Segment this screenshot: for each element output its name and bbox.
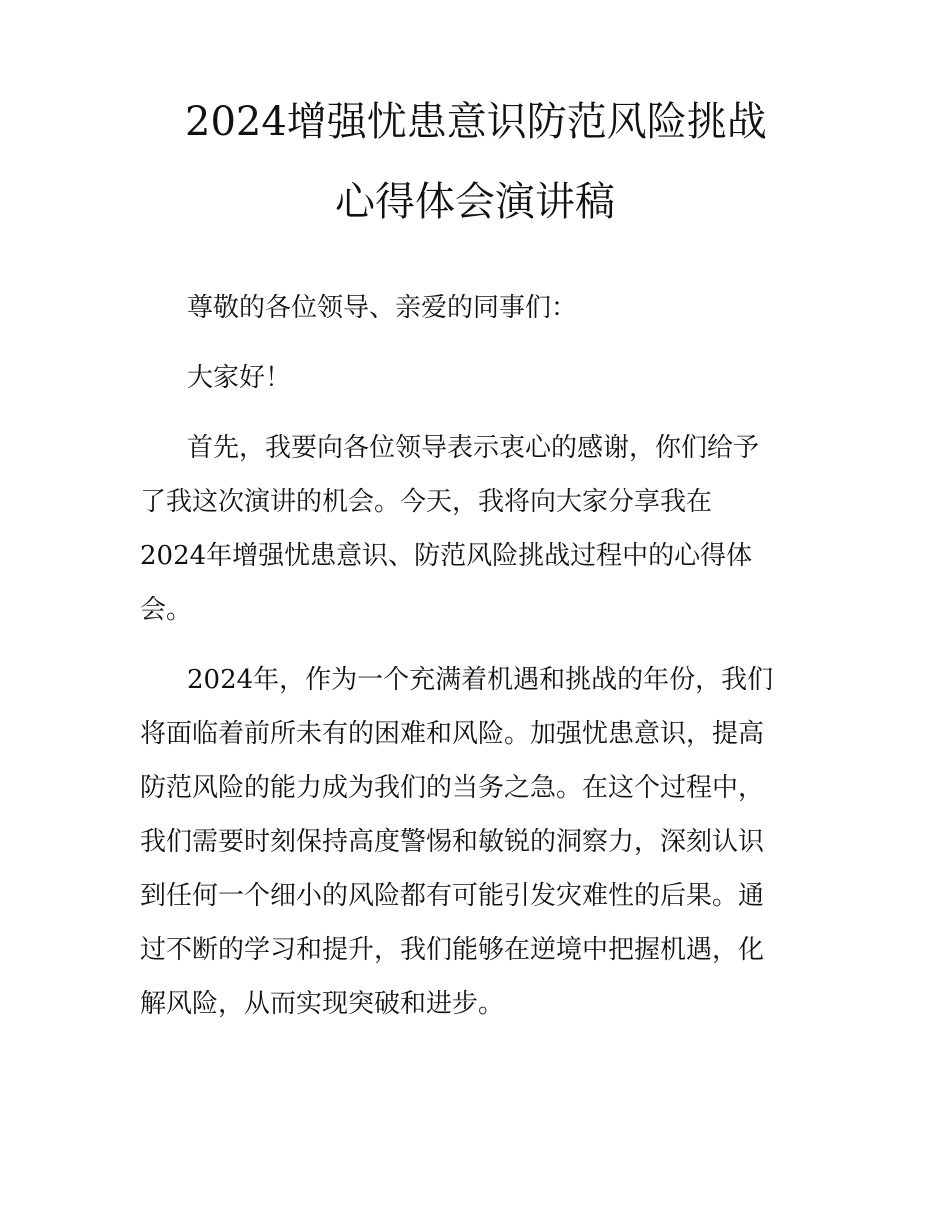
paragraph-2-line-7: 解风险，从而实现突破和进步。 xyxy=(140,989,505,1019)
salutation: 尊敬的各位领导、亲爱的同事们： xyxy=(187,293,578,323)
paragraph-2-line-5: 到任何一个细小的风险都有可能引发灾难性的后果。通 xyxy=(140,881,765,911)
paragraph-2-line-1: 2024年，作为一个充满着机遇和挑战的年份，我们 xyxy=(187,665,774,695)
paragraph-2-line-3: 防范风险的能力成为我们的当务之急。在这个过程中， xyxy=(140,773,765,803)
paragraph-1-line-2: 了我这次演讲的机会。今天，我将向大家分享我在 xyxy=(140,487,713,517)
paragraph-1-line-1: 首先，我要向各位领导表示衷心的感谢，你们给予 xyxy=(187,433,760,463)
paragraph-1-line-4: 会。 xyxy=(140,595,193,625)
document-title-line-2: 心得体会演讲稿 xyxy=(335,179,615,225)
paragraph-1-line-3: 2024年增强忧患意识、防范风险挑战过程中的心得体 xyxy=(140,541,753,571)
paragraph-2-line-2: 将面临着前所未有的困难和风险。加强忧患意识，提高 xyxy=(140,719,765,749)
paragraph-2-line-6: 过不断的学习和提升，我们能够在逆境中把握机遇，化 xyxy=(140,935,765,965)
document-title-line-1: 2024增强忧患意识防范风险挑战 xyxy=(185,99,767,145)
paragraph-2-line-4: 我们需要时刻保持高度警惕和敏锐的洞察力，深刻认识 xyxy=(140,827,765,857)
greeting: 大家好！ xyxy=(187,363,292,393)
